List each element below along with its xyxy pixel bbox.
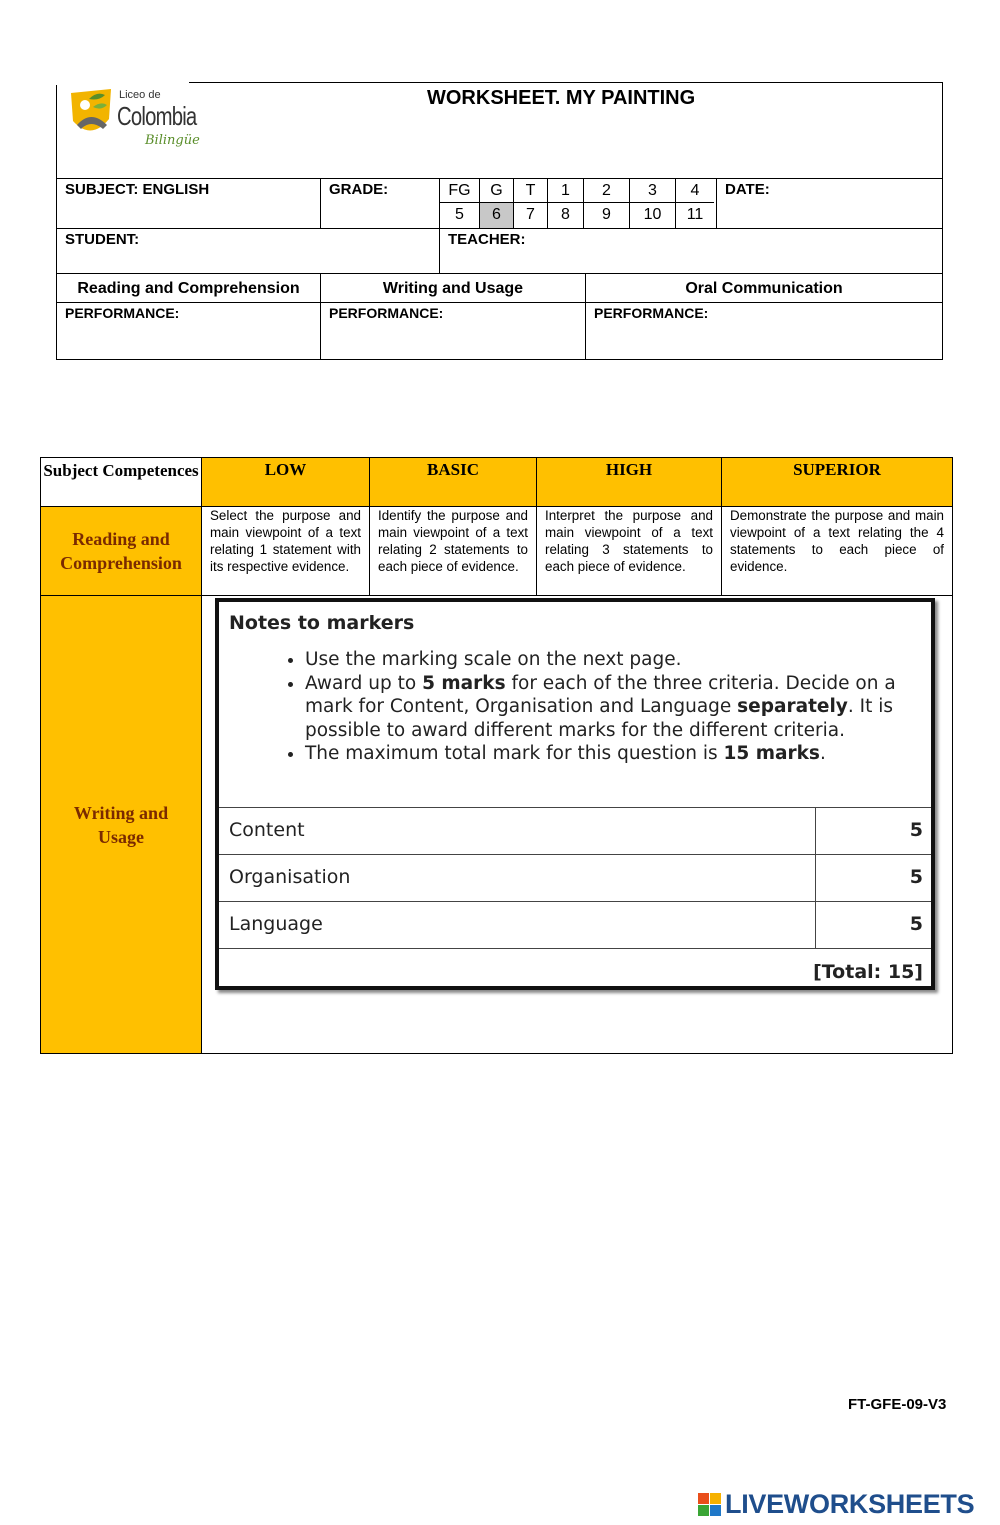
logo-text-sub: Bilingüe (145, 133, 200, 148)
performance-oral[interactable]: PERFORMANCE: (594, 305, 709, 321)
worksheet-header (56, 82, 943, 360)
marks-total: [Total: 15] (219, 948, 931, 995)
grade-option[interactable]: 3 (630, 179, 676, 203)
level-low-heading: LOW (202, 458, 370, 506)
writing-competence-label: Writing and Usage (41, 596, 202, 1053)
grade-option[interactable]: 4 (676, 179, 714, 203)
notes-to-markers (215, 598, 935, 990)
grade-option[interactable]: 9 (584, 203, 630, 228)
reading-high-descriptor: Interpret the purpose and main viewpoint of a text relating 3 statements to each piece of evidence. (537, 507, 722, 595)
marks-row (219, 807, 931, 854)
performance-reading[interactable]: PERFORMANCE: (57, 303, 321, 359)
criterion-name: Content (219, 808, 816, 854)
grade-option[interactable]: 10 (630, 203, 676, 228)
grade-option[interactable]: T (514, 179, 548, 203)
notes-bullet: • Use the marking scale on the next page. (305, 648, 925, 672)
criterion-marks: 5 (909, 913, 923, 935)
liveworksheets-text: LIVEWORKSHEETS (725, 1488, 975, 1519)
grade-option[interactable]: G (480, 179, 514, 203)
subject-competences-heading: Subject Competences (41, 458, 202, 506)
notes-bullet: • The maximum total mark for this question is 15 marks. (305, 742, 925, 766)
level-high-heading: HIGH (537, 458, 722, 506)
reading-low-descriptor: Select the purpose and main viewpoint of a text relating 1 statement with its respective evidence. (202, 507, 370, 595)
grade-option[interactable]: FG (440, 179, 480, 203)
logo-text-main: Colombia (117, 101, 197, 131)
worksheet-title: WORKSHEET. MY PAINTING (427, 87, 696, 109)
marks-table (219, 807, 931, 995)
level-basic-heading: BASIC (370, 458, 537, 506)
criterion-marks: 5 (909, 866, 923, 888)
reading-row (41, 507, 952, 596)
criterion-name: Language (219, 902, 816, 948)
grade-option[interactable]: 1 (548, 179, 584, 203)
performance-writing[interactable]: PERFORMANCE: (321, 303, 586, 359)
liveworksheets-icon (698, 1493, 721, 1516)
grade-option[interactable]: 5 (440, 203, 480, 228)
grade-option-selected[interactable]: 6 (480, 203, 514, 228)
area-reading: Reading and Comprehension (57, 274, 321, 302)
grade-option[interactable]: 7 (514, 203, 548, 228)
form-code: FT-GFE-09-V3 (848, 1396, 947, 1413)
school-logo (65, 83, 200, 155)
grade-label: GRADE: (321, 179, 440, 228)
student-field[interactable]: STUDENT: (57, 229, 440, 273)
level-superior-heading: SUPERIOR (722, 458, 952, 506)
logo-emblem-icon (67, 85, 117, 147)
competences-header-row (41, 458, 952, 507)
grade-option[interactable]: 11 (686, 206, 704, 223)
notes-title: Notes to markers (229, 612, 415, 634)
notes-bullet: • Award up to 5 marks for each of the three criteria. Decide on a mark for Content, Organisation and Language separately. It is possible to award different marks for the different criteria. (305, 672, 925, 743)
marks-row (219, 901, 931, 948)
area-oral: Oral Communication (685, 280, 843, 297)
teacher-field[interactable]: TEACHER: (448, 231, 526, 248)
marks-row (219, 854, 931, 901)
notes-list (267, 648, 925, 766)
criterion-name: Organisation (219, 855, 816, 901)
performance-row (57, 303, 942, 359)
grade-selector (440, 179, 717, 228)
date-field[interactable]: DATE: (725, 181, 770, 198)
reading-basic-descriptor: Identify the purpose and main viewpoint of a text relating 2 statements to each piece of evidence. (370, 507, 537, 595)
subject-grade-row (57, 179, 942, 229)
area-writing: Writing and Usage (321, 274, 586, 302)
liveworksheets-brand[interactable] (698, 1486, 974, 1522)
header-title-row (57, 83, 942, 179)
logo-text-top: Liceo de (119, 89, 161, 101)
subject-label: SUBJECT: ENGLISH (57, 179, 321, 228)
student-teacher-row (57, 229, 942, 274)
areas-row (57, 274, 942, 303)
grade-option[interactable]: 8 (548, 203, 584, 228)
reading-superior-descriptor: Demonstrate the purpose and main viewpoint of a text relating the 4 statements to each piece of evidence. (730, 508, 944, 574)
grade-option[interactable]: 2 (584, 179, 630, 203)
reading-competence-label: Reading and Comprehension (41, 507, 202, 595)
criterion-marks: 5 (909, 819, 923, 841)
